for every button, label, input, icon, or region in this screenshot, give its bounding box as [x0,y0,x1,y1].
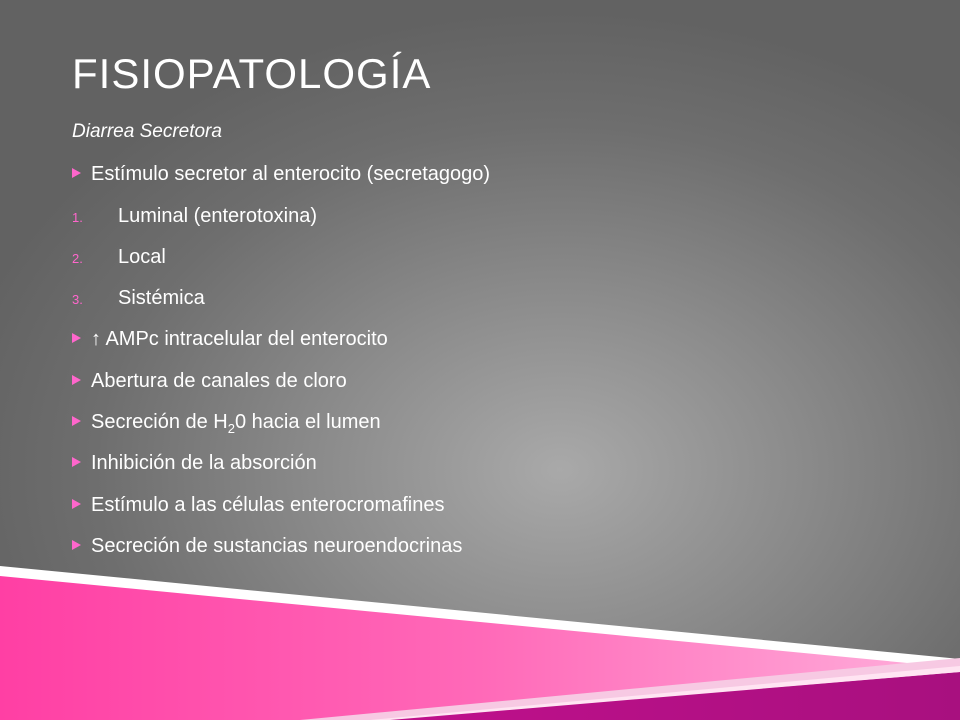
bullet-arrow-icon [72,168,81,178]
item-number: 2. [72,251,83,266]
slide-subtitle: Diarrea Secretora [72,121,222,142]
item-text: Local [118,246,166,268]
bullet-text: Abertura de canales de cloro [91,370,347,392]
bullet-item [72,531,462,561]
bullet-text-before: Secreción de H [91,411,228,433]
bullet-arrow-icon [72,416,81,426]
numbered-item [72,242,166,272]
bullet-arrow-icon [72,375,81,385]
bullet-text: Estímulo secretor al enterocito (secretagogo) [91,163,491,185]
bullet-arrow-icon [72,499,81,509]
bullet-text: Secreción de sustancias neuroendocrinas [91,535,463,557]
bullet-item [72,159,490,189]
bullet-item [72,324,388,354]
bullet-text: ↑ AMPc intracelular del enterocito [91,328,388,350]
bullet-item [72,407,381,437]
item-text: Sistémica [118,287,205,309]
bullet-arrow-icon [72,540,81,550]
numbered-item [72,201,317,231]
bullet-subscript: 2 [227,421,235,436]
item-text: Luminal (enterotoxina) [118,205,317,227]
item-number: 3. [72,292,83,307]
bullet-text-after: 0 hacia el lumen [234,411,381,433]
bullet-text: Inhibición de la absorción [91,452,317,474]
numbered-item [72,283,205,313]
slide-title: FISIOPATOLOGÍA [72,50,432,97]
bullet-item [72,448,317,478]
bullet-item [72,366,347,396]
bullet-arrow-icon [72,333,81,343]
decorative-bands [0,560,960,720]
item-number: 1. [72,210,83,225]
bullet-arrow-icon [72,457,81,467]
bullet-item [72,490,445,520]
bullet-text: Estímulo a las células enterocromafines [91,494,445,516]
